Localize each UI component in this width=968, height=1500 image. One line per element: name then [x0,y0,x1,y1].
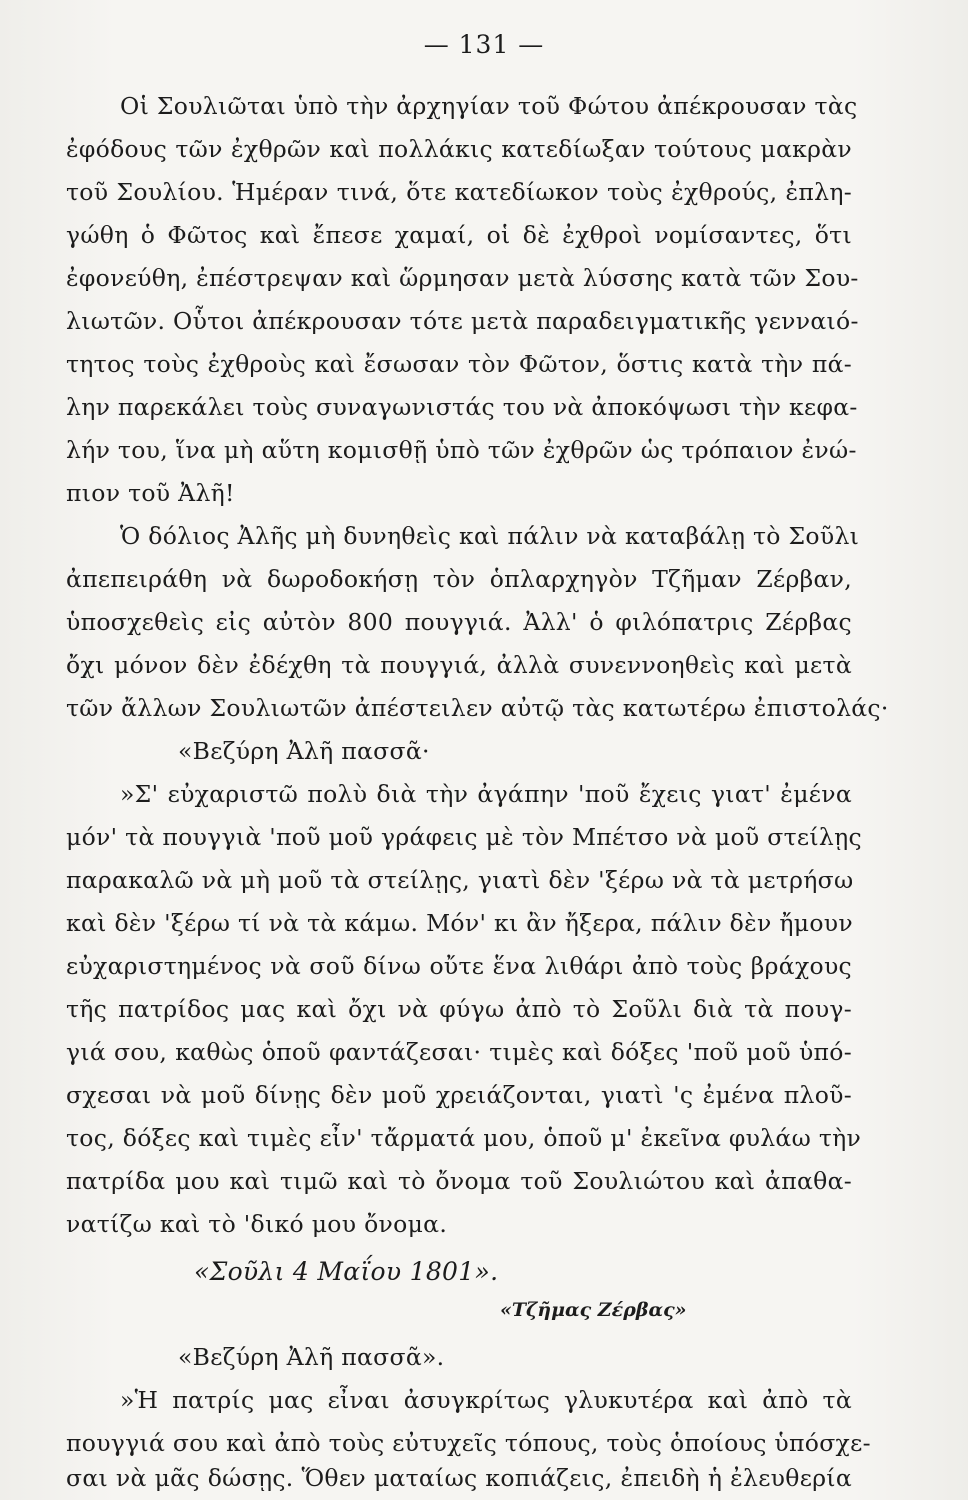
text-line: ἐφόδους τῶν ἐχθρῶν καὶ πολλάκις κατεδίωξαν τούτους μακρὰν [66,135,852,163]
text-line: σχεσαι νὰ μοῦ δίνῃς δὲν μοῦ χρειάζονται, γιατὶ 'ς ἐμένα πλοῦ- [66,1081,852,1109]
letter-date: «Σοῦλι 4 Μαΐου 1801». [194,1257,499,1286]
text-line: Οἱ Σουλιῶται ὑπὸ τὴν ἀρχηγίαν τοῦ Φώτου ἀπέκρουσαν τὰς [120,92,858,120]
text-line: λην παρεκάλει τοὺς συναγωνιστάς του νὰ ἀποκόψωσι τὴν κεφα- [66,393,858,421]
text-line: ἐφονεύθη, ἐπέστρεψαν καὶ ὥρμησαν μετὰ λύσσης κατὰ τῶν Σου- [66,264,859,292]
text-line: πιον τοῦ Ἀλῆ! [66,479,235,507]
text-line: τῆς πατρίδος μας καὶ ὄχι νὰ φύγω ἀπὸ τὸ Σοῦλι διὰ τὰ πουγ- [66,995,852,1023]
text-line: μόν' τὰ πουγγιὰ 'ποῦ μοῦ γράφεις μὲ τὸν Μπέτσο νὰ μοῦ στείλῃς [66,823,862,851]
text-line: λήν του, ἵνα μὴ αὕτη κομισθῇ ὑπὸ τῶν ἐχθρῶν ὡς τρόπαιον ἐνώ- [66,436,857,464]
text-line: εὐχαριστημένος νὰ σοῦ δίνω οὔτε ἕνα λιθάρι ἀπὸ τοὺς βράχους [66,952,852,980]
text-line: »Ἡ πατρίς μας εἶναι ἀσυγκρίτως γλυκυτέρα καὶ ἀπὸ τὰ [120,1386,852,1414]
text-line: παρακαλῶ νὰ μὴ μοῦ τὰ στείλῃς, γιατὶ δὲν 'ξέρω νὰ τὰ μετρήσω [66,866,854,894]
text-line: γιά σου, καθὼς ὁποῦ φαντάζεσαι· τιμὲς καὶ δόξες 'ποῦ μοῦ ὑπό- [66,1038,852,1066]
text-line: καὶ δὲν 'ξέρω τί νὰ τὰ κάμω. Μόν' κι ἂν ἤξερα, πάλιν δὲν ἤμουν [66,909,853,937]
letter-signature: «Τζῆμας Ζέρβας» [500,1299,687,1321]
text-line: γώθη ὁ Φῶτος καὶ ἔπεσε χαμαί, οἱ δὲ ἐχθροὶ νομίσαντες, ὅτι [66,221,852,249]
page-number: — 131 — [423,30,545,59]
letter-salutation: «Βεζύρη Ἀλῆ πασσᾶ· [178,737,430,765]
text-line: λιωτῶν. Οὗτοι ἀπέκρουσαν τότε μετὰ παραδειγματικῆς γενναιό- [66,307,859,335]
text-line: πατρίδα μου καὶ τιμῶ καὶ τὸ ὄνομα τοῦ Σουλιώτου καὶ ἀπαθα- [66,1167,852,1195]
letter-salutation: «Βεζύρη Ἀλῆ πασσᾶ». [178,1343,445,1371]
text-line: τος, δόξες καὶ τιμὲς εἶν' τἄρματά μου, ὁποῦ μ' ἐκεῖνα φυλάω τὴν [66,1124,862,1152]
text-line: τοῦ Σουλίου. Ἡμέραν τινά, ὅτε κατεδίωκον τοὺς ἐχθρούς, ἐπλη- [66,178,852,206]
text-line: σαι νὰ μᾶς δώσῃς. Ὅθεν ματαίως κοπιάζεις, ἐπειδὴ ἡ ἐλευθερία [66,1464,852,1492]
text-line: τητος τοὺς ἐχθροὺς καὶ ἔσωσαν τὸν Φῶτον, ὅστις κατὰ τὴν πά- [66,350,852,378]
text-line: »Σ' εὐχαριστῶ πολὺ διὰ τὴν ἀγάπην 'ποῦ ἔχεις γιατ' ἐμένα [120,780,852,808]
text-line: νατίζω καὶ τὸ 'δικό μου ὄνομα. [66,1210,448,1238]
text-line: τῶν ἄλλων Σουλιωτῶν ἀπέστειλεν αὐτῷ τὰς κατωτέρω ἐπιστολάς· [66,694,889,722]
text-line: πουγγιά σου καὶ ἀπὸ τοὺς εὐτυχεῖς τόπους, τοὺς ὁποίους ὑπόσχε- [66,1429,871,1457]
text-line: ὑποσχεθεὶς εἰς αὐτὸν 800 πουγγιά. Ἀλλ' ὁ φιλόπατρις Ζέρβας [66,608,852,636]
text-line: ἀπεπειράθη νὰ δωροδοκήσῃ τὸν ὁπλαρχηγὸν Τζῆμαν Ζέρβαν, [66,565,852,593]
text-line: Ὁ δόλιος Ἀλῆς μὴ δυνηθεὶς καὶ πάλιν νὰ καταβάλῃ τὸ Σοῦλι [120,522,860,550]
text-line: ὄχι μόνον δὲν ἐδέχθη τὰ πουγγιά, ἀλλὰ συνεννοηθεὶς καὶ μετὰ [66,651,852,679]
